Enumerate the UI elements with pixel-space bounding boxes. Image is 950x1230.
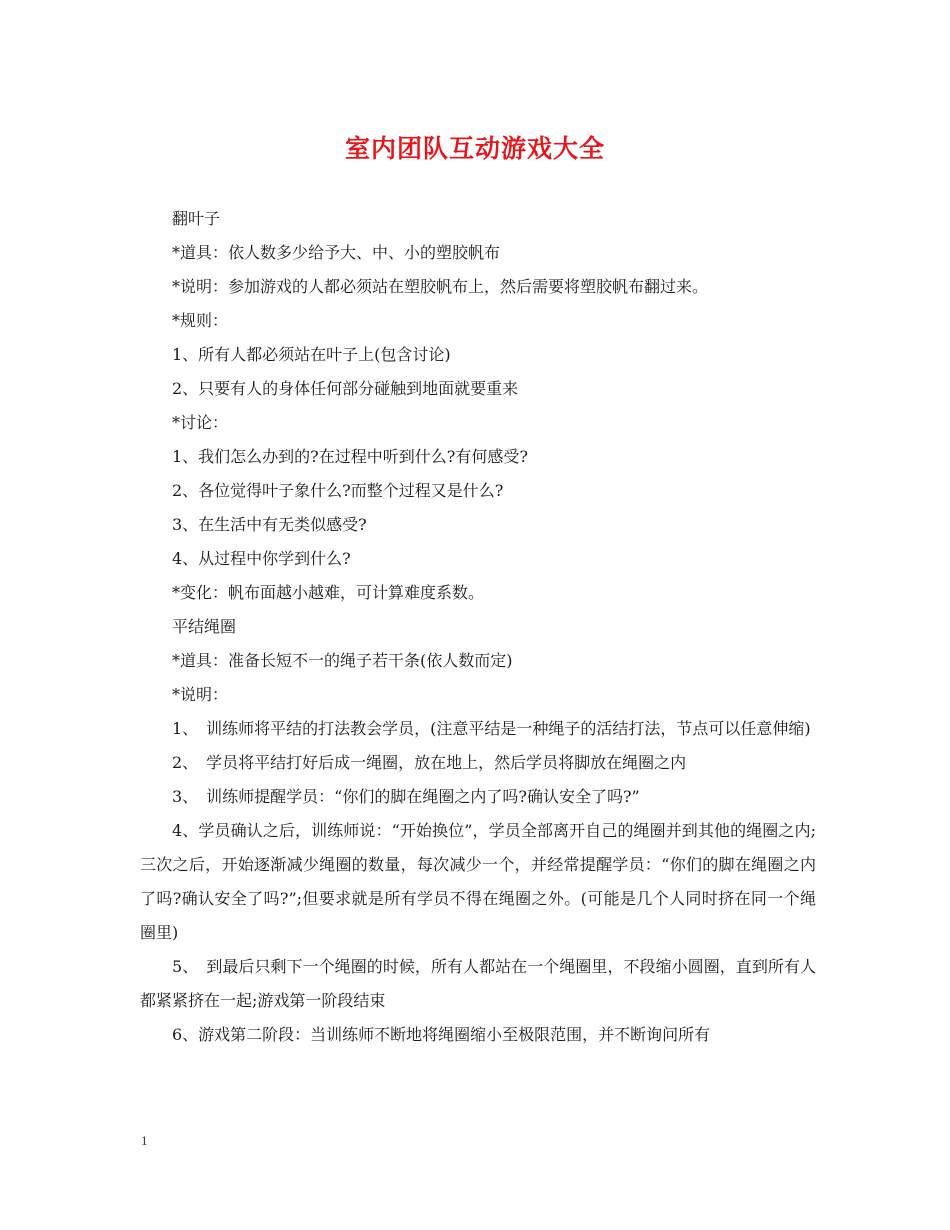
paragraph: 2、各位觉得叶子象什么?而整个过程又是什么? bbox=[172, 481, 504, 500]
paragraph: 6、游戏第二阶段：当训练师不断地将绳圈缩小至极限范围，并不断询问所有 bbox=[172, 1025, 711, 1044]
paragraph: *规则： bbox=[172, 311, 229, 330]
paragraph: 4、学员确认之后，训练师说：“开始换位”，学员全部离开自己的绳圈并到其他的绳圈之内;三次之后，开始逐渐减少绳圈的数量，每次减少一个，并经常提醒学员：“你们的脚在绳圈之内了吗?确认安全了吗?”;但要求就是所有学员不得在绳圈之外。(可能是几个人同时挤在同一个绳圈里) bbox=[140, 821, 816, 942]
paragraph: 1、我们怎么办到的?在过程中听到什么?有何感受? bbox=[172, 447, 528, 466]
paragraph: 翻叶子 bbox=[172, 209, 221, 228]
paragraph: 3、 训练师提醒学员：“你们的脚在绳圈之内了吗?确认安全了吗?” bbox=[172, 787, 640, 806]
paragraph: 1、所有人都必须站在叶子上(包含讨论) bbox=[172, 345, 451, 364]
paragraph: 2、只要有人的身体任何部分碰触到地面就要重来 bbox=[172, 379, 519, 398]
paragraph: *变化：帆布面越小越难，可计算难度系数。 bbox=[172, 583, 485, 602]
paragraph: *讨论： bbox=[172, 413, 229, 432]
page-number: 1 bbox=[141, 1133, 148, 1148]
paragraph: *说明：参加游戏的人都必须站在塑胶帆布上，然后需要将塑胶帆布翻过来。 bbox=[172, 277, 709, 296]
paragraph: 3、在生活中有无类似感受? bbox=[172, 515, 367, 534]
paragraph: 平结绳圈 bbox=[172, 617, 237, 636]
document-body bbox=[140, 202, 816, 1052]
paragraph: *道具：依人数多少给予大、中、小的塑胶帆布 bbox=[172, 243, 501, 262]
paragraph: 1、 训练师将平结的打法教会学员，(注意平结是一种绳子的活结打法，节点可以任意伸缩) bbox=[172, 719, 811, 738]
paragraph: *道具：准备长短不一的绳子若干条(依人数而定) bbox=[172, 651, 513, 670]
paragraph: 5、 到最后只剩下一个绳圈的时候，所有人都站在一个绳圈里，不段缩小圆圈，直到所有人都紧紧挤在一起;游戏第一阶段结束 bbox=[140, 957, 816, 1010]
page-title: 室内团队互动游戏大全 bbox=[344, 134, 605, 163]
paragraph: 4、从过程中你学到什么? bbox=[172, 549, 351, 568]
paragraph: *说明： bbox=[172, 685, 229, 704]
paragraph: 2、 学员将平结打好后成一绳圈，放在地上，然后学员将脚放在绳圈之内 bbox=[172, 753, 687, 772]
